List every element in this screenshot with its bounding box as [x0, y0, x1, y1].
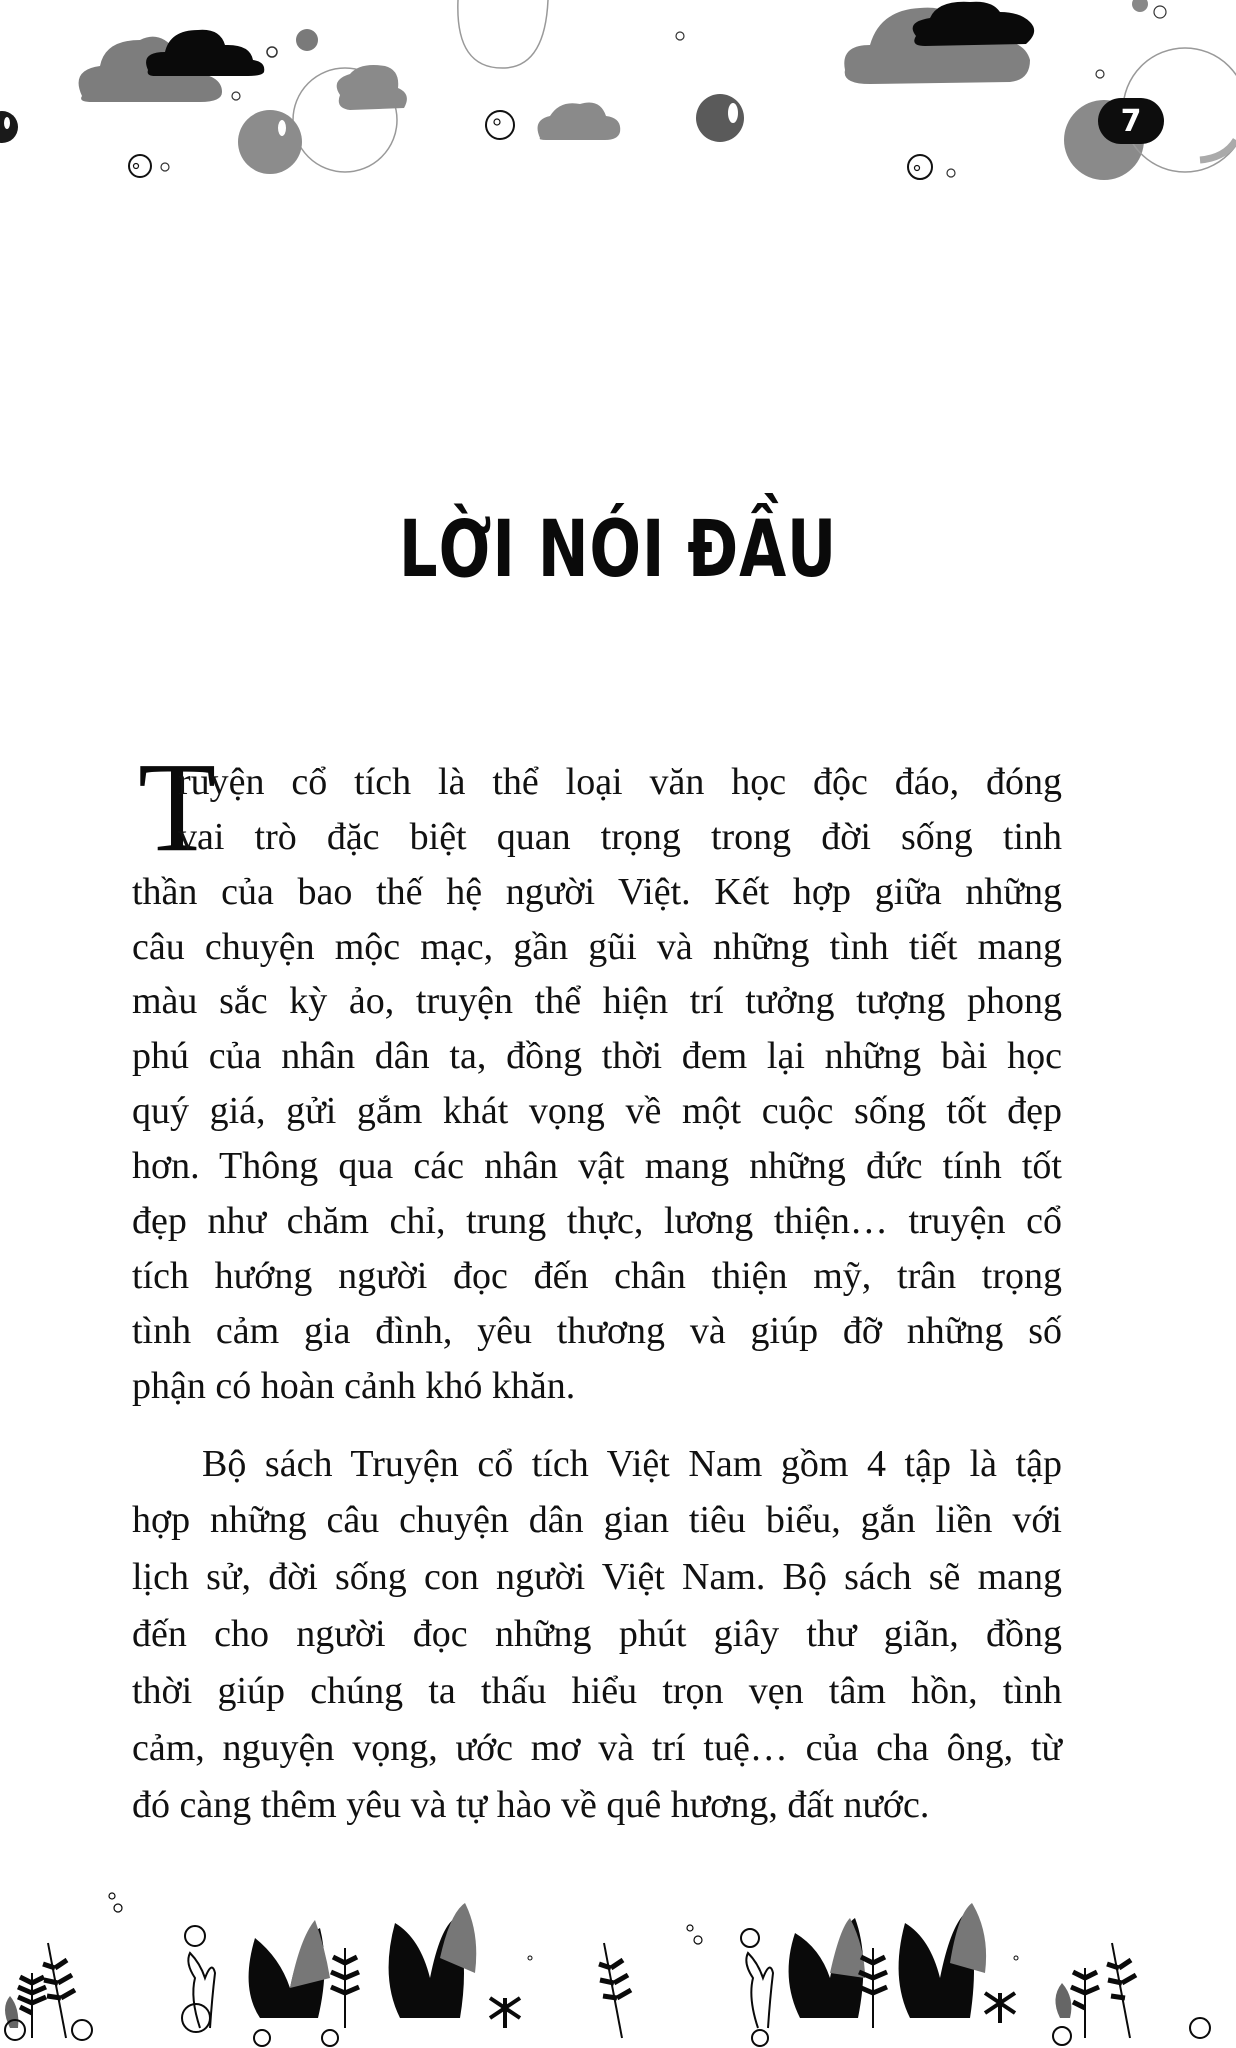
text-line: tình cảm gia đình, yêu thương và giúp đỡ những số: [132, 1310, 1062, 1352]
text-line: tích hướng người đọc đến chân thiện mỹ, trân trọng: [132, 1255, 1062, 1297]
bubble-icon: [486, 111, 514, 139]
text-line: Bộ sách Truyện cổ tích Việt Nam gồm 4 tập là tập: [202, 1443, 1062, 1485]
text-line: thời giúp chúng ta thấu hiểu trọn vẹn tâm hồn, tình: [132, 1670, 1062, 1712]
text-line: hơn. Thông qua các nhân vật mang những đức tính tốt: [132, 1145, 1062, 1187]
text-line: câu chuyện mộc mạc, gần gũi và những tình tiết mang: [132, 926, 1062, 968]
bubble-icon: [129, 155, 169, 177]
text-line: thần của bao thế hệ người Việt. Kết hợp giữa những: [132, 871, 1062, 913]
bubble-icon: [908, 155, 955, 179]
text-line: lịch sử, đời sống con người Việt Nam. Bộ sách sẽ mang: [132, 1556, 1062, 1598]
text-line: vai trò đặc biệt quan trọng trong đời sống tinh: [178, 816, 1062, 858]
text-line: hợp những câu chuyện dân gian tiêu biểu, gắn liền với: [132, 1499, 1062, 1541]
cloud-icon: [146, 30, 264, 76]
bubble-icon: [0, 111, 18, 143]
page-number-badge: 7: [1098, 98, 1164, 144]
top-clouds-bubbles-illustration: [0, 0, 1236, 200]
bottom-seaweed-plants-illustration: [0, 1878, 1236, 2048]
text-line: quý giá, gửi gắm khát vọng về một cuộc sống tốt đẹp: [132, 1090, 1062, 1132]
text-line: ruyện cổ tích là thể loại văn học độc đáo, đóng: [178, 761, 1062, 803]
page-title: LỜI NÓI ĐẦU: [398, 505, 838, 595]
text-line: cảm, nguyện vọng, ước mơ và trí tuệ… của cha ông, từ: [132, 1727, 1062, 1769]
plant-icon: [5, 1893, 1210, 2046]
drop-cap: T: [138, 736, 217, 878]
text-line: đến cho người đọc những phút giây thư giãn, đồng: [132, 1613, 1062, 1655]
text-line: đẹp như chăm chỉ, trung thực, lương thiện… truyện cổ: [132, 1200, 1062, 1242]
text-line: đó càng thêm yêu và tự hào về quê hương, đất nước.: [132, 1784, 930, 1826]
text-line: phận có hoàn cảnh khó khăn.: [132, 1365, 576, 1407]
text-line: phú của nhân dân ta, đồng thời đem lại những bài học: [132, 1035, 1062, 1077]
text-line: màu sắc kỳ ảo, truyện thể hiện trí tưởng tượng phong: [132, 980, 1062, 1022]
